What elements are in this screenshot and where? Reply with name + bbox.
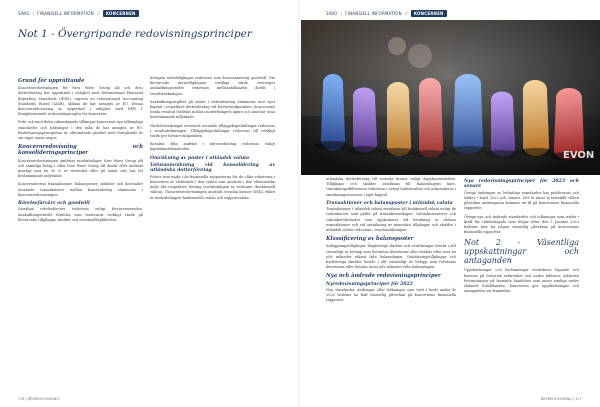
breadcrumb-separator: | <box>340 11 343 16</box>
subsection-heading: Nya redovisningsprinciper för 2023 och senare <box>464 179 579 190</box>
breadcrumb-active[interactable]: KONCERNEN <box>103 10 139 17</box>
paragraph: Nya standarder, ändringar eller tolkningar som trätt i kraft under år 2022 bedöms ha haft väsentlig påverkan på koncernens finansiella rapporter. <box>326 288 458 303</box>
paragraph: Koncernredovisningen för New Wave Group AB och dess dotterföretag har upprättats i enlighet med International Financial Reporting Standards (IFRS), utgivna av International Accounting Standards Board (IASB), sådana de har antagits av EU. Denna koncernredovisning är upprättad i enlighet med RFR 1 Kompletterande redovisningsregler för koncerner. <box>18 86 145 117</box>
right-breadcrumb <box>326 10 447 17</box>
page-title: Not 1 - Övergripande redovisningsprinciper <box>18 28 252 40</box>
paragraph: Övriga ändringar av befintliga standarder har publicerats och träder i kraft 2023 och senare. Det är ännu ej fastställt vilken påverkan ändringarna kommer att få på koncernens finansiella rapporter. <box>464 190 581 211</box>
page-footer-left: 176 | ÅRSREDOVISNING <box>18 397 60 401</box>
paragraph: Samtliga rörelseförvärv redovisas enligt förvärvsmetoden. Anskaffningsvärdet fördelas som motsvarar verkligt värde på förvärvade tillgångar, skulder och eventualförpliktelser. <box>18 207 145 222</box>
right-column-1 <box>326 177 456 387</box>
paragraph: Anskaffningsutgifter på aktier i dotterföretag eliminerar mot eget kapital i respektive dotterföretag vid förvärvstidpunkten. Koncernens totala resultat fördelas mellan moderbolagets ägare och innehav utan bestämmande inflytande. <box>150 99 277 120</box>
page-footer-right: ÅRSREDOVISNING | 177 <box>540 397 582 401</box>
breadcrumb-item[interactable]: FINANSIELL INFORMATION <box>345 11 402 16</box>
paragraph: Anläggningstillgångar, långfristiga skulder och avsättningar består i allt väsentligt av belopp som förväntas återvinnas eller betalas efter mer än tolv månader räknat från balansdagen. Omsättningstillgångar och kortfristiga skulder består i allt väsentligt av belopp som förväntas återvinnas eller betalas inom tolv månader från balansdagen. <box>326 244 458 270</box>
paragraph: Poster som ingår i de finansiella rapporterna för de olika enheterna i koncernen är värderade i den valuta som används i den ekonomiska miljö där respektive företag huvudsakligen är verksamt (funktionell valuta). I koncernredovisningen används svenska kronor (SEK), vilket är moderbolagets funktionella valuta och rapportvaluta. <box>150 174 277 200</box>
left-column-2 <box>150 76 275 386</box>
paragraph: Från och med detta räkenskapsår tillämpar koncernen nya tillämpliga standarder och tolkningar i den mån de har antagits av EU. Redovisningsprinciperna är oförändrade jämfört med föregående år om inget annat anges. <box>18 120 145 141</box>
paragraph: bolagets nettotillgångar redovisas som koncernmässig goodwill. Om förvärvade nettotillgångars verkliga värde överstiger anskaffningsvärdet redovisas mellanskillnaden direkt i resultaträkningen. <box>150 76 277 96</box>
breadcrumb-separator: // <box>404 11 408 16</box>
breadcrumb-item[interactable]: SIWO <box>326 11 338 16</box>
breadcrumb-item[interactable]: SIWO <box>18 11 30 16</box>
breadcrumb-item[interactable]: FINANSIELL INFORMATION <box>37 11 94 16</box>
brand-text: EVON <box>563 150 595 161</box>
section-heading: Nya och ändrade redovisningsprinciper <box>326 273 441 280</box>
paragraph: Transaktioner i utländsk valuta omräknas till funktionell valuta enligt de valutakurser som gäller på transaktionsdagen. Valutakursvinster och valutakursförluster som uppkommer vid betalning av sådana transaktioner och vid omräkning av monetära tillgångar och skulder i utländsk valuta redovisas i resultaträkningen. <box>326 207 458 233</box>
subsection-heading: Nyredovisningsprinciper för 2022 <box>326 281 413 287</box>
paragraph: Resultat från andelar i intresseföretag redovisas enligt kapitalandelsmetoden. <box>150 142 277 152</box>
paragraph: Övriga nya och ändrade standarder och tolkningar som träder i kraft för räkenskapsår som börjar efter den 1 januari 2023 bedöms inte ha någon väsentlig påverkan på koncernens finansiella rapporter. <box>464 214 581 235</box>
subsection-heading: Rörelsefärvärv och goodwill <box>18 201 90 207</box>
right-column-2 <box>464 177 579 387</box>
section-title: Not 2 - Väsentliga uppskattningar och antaganden <box>464 238 579 266</box>
left-page <box>0 0 299 407</box>
breadcrumb-active[interactable]: KONCERNEN <box>411 10 447 17</box>
section-heading: Koncernredovisning och konsolideringsprinciper <box>18 144 143 157</box>
paragraph: Koncerninterna transaktioner, balansposter, intäkter och kostnader avseende transaktioner mellan koncernbolag elimineras i koncernredovisningen. <box>18 182 145 197</box>
brand-mark <box>563 150 594 161</box>
left-column-1 <box>18 76 143 386</box>
breadcrumb-separator: | <box>32 11 35 16</box>
product-photo <box>301 20 600 175</box>
right-page <box>301 0 600 407</box>
paragraph: Koncernredovisningen omfattar moderbolaget New Wave Group AB och samtliga bolag i vilka New Wave Group AB direkt eller indirekt innehar mer än 50 % av röstetalet eller på annat sätt har ett bestämmande inflytande. <box>18 158 145 179</box>
paragraph: Uppskattningar och bedömningar utvärderas löpande och baseras på historisk erfarenhet och andra faktorer, inklusive förväntningar på framtida händelser som anses rimliga under rådande förhållanden. Koncernen gör uppskattningar och antaganden om framtiden. <box>464 268 581 294</box>
subsection-heading: Valutaomräkning vid konsolidering av utländska dotterföretag <box>150 163 275 174</box>
section-heading: Grund för upprättande <box>18 78 85 84</box>
subsection-heading: Transaktioner och balansposter i utländsk valuta <box>326 200 453 206</box>
paragraph: utländska dotterföretag till svenska kronor enligt dagskursmetoden. Tillgångar och skulder omräknas till balansdagens kurs. Omräkningsdifferenser redovisas i övrigt totalresultat och ackumuleras i omräkningsreserven i eget kapital. <box>326 177 458 197</box>
section-heading: Klassificering av balansposter <box>326 236 414 243</box>
left-breadcrumb <box>18 10 139 17</box>
subsection-heading: Omräkning av poster i utländsk valuta <box>150 155 250 161</box>
breadcrumb-separator: // <box>96 11 100 16</box>
paragraph: Värdeförändringar avseende avtalade tilläggsköpeskillingar redovisas i resultaträkningen. Tilläggsköpeskillingar redovisas till verkligt värde per förvärvstidpunkten. <box>150 123 277 139</box>
